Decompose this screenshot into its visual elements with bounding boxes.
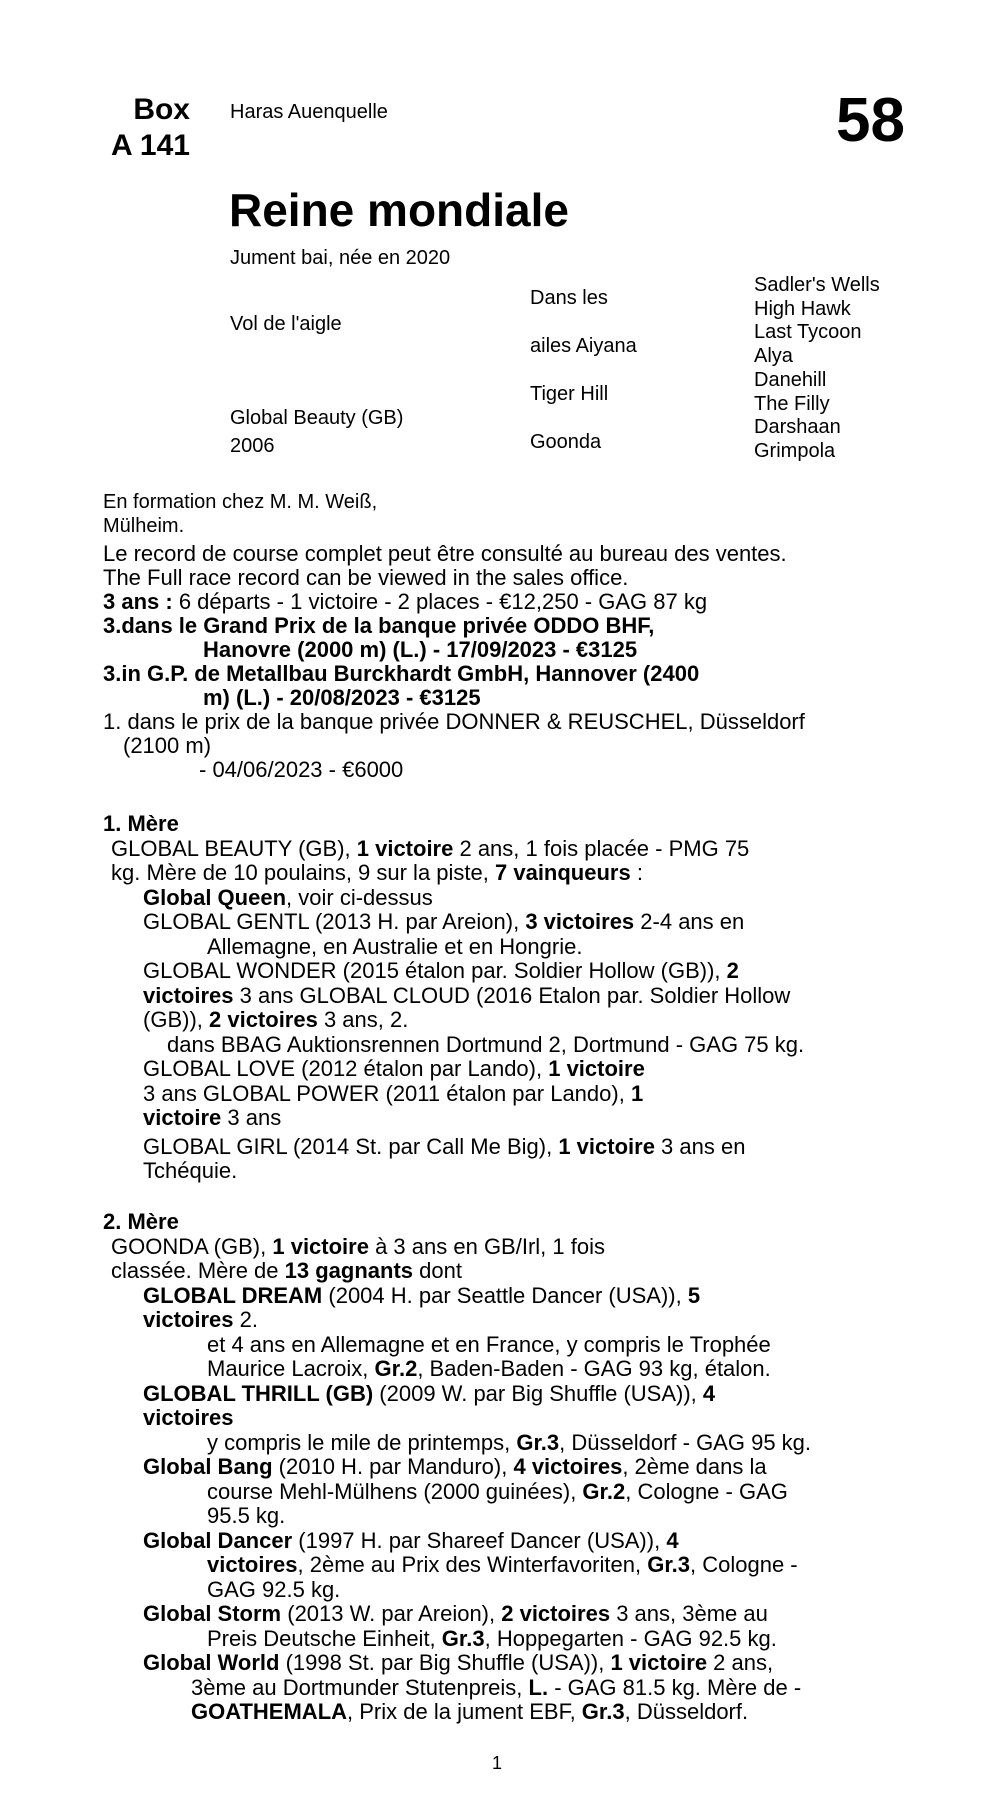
race-result-cont: Hanovre (2000 m) (L.) - 17/09/2023 - €3125 bbox=[203, 637, 638, 662]
pedigree-great-grandparent: Sadler's Wells bbox=[754, 274, 880, 296]
dam-line bbox=[103, 837, 923, 862]
produce-line bbox=[103, 1033, 923, 1058]
text: 1 victoire bbox=[610, 1650, 708, 1675]
text: 2 bbox=[726, 958, 739, 983]
text: GOATHEMALA bbox=[191, 1699, 348, 1724]
produce-line bbox=[103, 1382, 923, 1407]
training-line: En formation chez M. M. Weiß, bbox=[103, 491, 378, 513]
text: 95.5 kg. bbox=[207, 1503, 286, 1528]
text: Tchéquie. bbox=[143, 1158, 238, 1183]
text: GOONDA (GB), bbox=[111, 1233, 273, 1259]
training-line: Mülheim. bbox=[103, 515, 185, 537]
text: Global Bang bbox=[143, 1454, 273, 1479]
pedigree-dam-year: 2006 bbox=[230, 435, 275, 457]
text: GAG 92.5 kg. bbox=[207, 1576, 341, 1602]
pedigree-grandparent: Dans les bbox=[530, 287, 608, 309]
text: GLOBAL THRILL (GB) bbox=[143, 1380, 374, 1406]
produce-line bbox=[103, 1308, 923, 1333]
dam-line bbox=[103, 861, 923, 886]
lot-number: 58 bbox=[836, 86, 905, 155]
text: GLOBAL DREAM bbox=[143, 1282, 323, 1308]
text: , voir ci-dessus bbox=[286, 884, 433, 910]
record-note-fr: Le record de course complet peut être consulté au bureau des ventes. bbox=[103, 541, 787, 566]
produce-line bbox=[103, 1284, 923, 1309]
text: , Cologne - GAG bbox=[625, 1478, 788, 1504]
training-info bbox=[103, 490, 377, 538]
text: Gr.3 bbox=[516, 1429, 560, 1455]
produce-line bbox=[103, 1553, 923, 1578]
produce-line bbox=[103, 1431, 923, 1456]
box-label: Box bbox=[133, 93, 190, 126]
text: (2010 H. par Manduro), bbox=[272, 1454, 514, 1479]
text: Preis Deutsche Einheit, bbox=[207, 1625, 442, 1651]
text: victoires bbox=[143, 1307, 234, 1332]
text: 13 gagnants bbox=[284, 1258, 414, 1283]
page-number: 1 bbox=[491, 1753, 502, 1773]
record-note-en: The Full race record can be viewed in the sales office. bbox=[103, 565, 629, 590]
pedigree-great-grandparent: Grimpola bbox=[754, 440, 836, 462]
text: (1998 St. par Big Shuffle (USA)), bbox=[279, 1650, 611, 1675]
produce-line bbox=[103, 1008, 923, 1033]
text: 4 bbox=[666, 1527, 679, 1553]
produce-line bbox=[103, 1082, 923, 1107]
text: Global World bbox=[143, 1650, 280, 1675]
text: , Düsseldorf. bbox=[624, 1699, 749, 1724]
pedigree-grandparent: ailes Aiyana bbox=[530, 335, 637, 357]
produce-line bbox=[103, 1676, 923, 1701]
text: à 3 ans en GB/Irl, 1 fois bbox=[368, 1233, 605, 1259]
produce-line bbox=[103, 1651, 923, 1676]
text: course Mehl-Mülhens (2000 guinées), bbox=[207, 1478, 583, 1504]
text: 3 ans en bbox=[654, 1133, 746, 1159]
pedigree-great-grandparent: Last Tycoon bbox=[754, 321, 862, 343]
text: dont bbox=[413, 1258, 462, 1283]
text: , Hoppegarten - GAG 92.5 kg. bbox=[484, 1625, 777, 1651]
text: , Cologne - bbox=[690, 1552, 798, 1577]
race-result-cont: - 04/06/2023 - €6000 bbox=[199, 757, 404, 782]
text: Maurice Lacroix, bbox=[207, 1356, 375, 1381]
record-summary-label: 3 ans : bbox=[103, 589, 173, 614]
produce-line bbox=[103, 1106, 923, 1131]
produce-line bbox=[103, 886, 923, 911]
produce-line bbox=[103, 1602, 923, 1627]
pedigree-grandparent: Tiger Hill bbox=[530, 383, 609, 405]
text: 2 victoires bbox=[501, 1601, 611, 1626]
text: victoires bbox=[143, 1405, 234, 1430]
text: Gr.3 bbox=[441, 1625, 485, 1651]
pedigree-great-grandparent: Danehill bbox=[754, 369, 827, 391]
text: Allemagne, en Australie et en Hongrie. bbox=[207, 933, 583, 959]
section-heading: 1. Mère bbox=[103, 811, 179, 836]
text: GLOBAL WONDER (2015 étalon par. Soldier Hollow (GB)), bbox=[143, 958, 727, 983]
text: GLOBAL BEAUTY (GB), bbox=[111, 835, 357, 861]
produce-line bbox=[103, 1700, 923, 1725]
text: (GB)), bbox=[143, 1007, 209, 1032]
pedigree-great-grandparent: High Hawk bbox=[754, 298, 851, 320]
horse-description: Jument bai, née en 2020 bbox=[230, 247, 451, 269]
text: 3 ans GLOBAL POWER (2011 étalon par Lando), bbox=[143, 1080, 631, 1106]
race-result-cont: m) (L.) - 20/08/2023 - €3125 bbox=[203, 685, 481, 710]
text: Global Queen bbox=[143, 884, 287, 910]
text: (2009 W. par Big Shuffle (USA)), bbox=[373, 1380, 703, 1406]
text: Global Dancer bbox=[143, 1527, 293, 1553]
produce-line bbox=[103, 1578, 923, 1603]
produce-line bbox=[103, 1455, 923, 1480]
farm-name: Haras Auenquelle bbox=[230, 101, 388, 123]
text: victoires bbox=[207, 1552, 298, 1577]
text: GLOBAL LOVE (2012 étalon par Lando), bbox=[143, 1056, 549, 1081]
first-dam-section bbox=[103, 812, 923, 1184]
text: (2013 W. par Areion), bbox=[281, 1601, 502, 1626]
text: 1 victoire bbox=[558, 1133, 655, 1159]
text: et 4 ans en Allemagne et en France, y compris le Trophée bbox=[207, 1331, 771, 1357]
text: 3 ans, 3ème au bbox=[610, 1601, 768, 1626]
text: 3 ans bbox=[221, 1105, 282, 1130]
text: , 2ème dans la bbox=[622, 1454, 767, 1479]
box-number: A 141 bbox=[111, 129, 190, 162]
pedigree-great-grandparent: Darshaan bbox=[754, 416, 841, 438]
race-result-cont: (2100 m) bbox=[123, 733, 212, 758]
text: 2. bbox=[233, 1307, 258, 1332]
text: (2004 H. par Seattle Dancer (USA)), bbox=[322, 1282, 688, 1308]
produce-line bbox=[103, 910, 923, 935]
text: 2-4 ans en bbox=[634, 909, 745, 934]
text: Gr.2 bbox=[582, 1478, 626, 1504]
text: GLOBAL GIRL (2014 St. par Call Me Big), bbox=[143, 1133, 559, 1159]
text: , Düsseldorf - GAG 95 kg. bbox=[559, 1429, 812, 1455]
pedigree-great-grandparent: Alya bbox=[754, 345, 793, 367]
record-summary-text: 6 départs - 1 victoire - 2 places - €12,250 - GAG 87 kg bbox=[172, 589, 708, 614]
produce-line bbox=[103, 1504, 923, 1529]
produce-line bbox=[103, 984, 923, 1009]
text: dans BBAG Auktionsrennen Dortmund 2, Dortmund - GAG 75 kg. bbox=[167, 1031, 805, 1057]
text: 2 ans, 1 fois placée - PMG 75 bbox=[453, 835, 750, 861]
produce-line bbox=[103, 959, 923, 984]
text: 3ème au Dortmunder Stutenpreis, bbox=[191, 1674, 529, 1700]
produce-line bbox=[103, 1627, 923, 1652]
pedigree-great-grandparent: The Filly bbox=[754, 393, 830, 415]
text: , Baden-Baden - GAG 93 kg, étalon. bbox=[417, 1356, 771, 1381]
race-record bbox=[103, 542, 913, 782]
produce-line bbox=[103, 1135, 923, 1160]
record-summary bbox=[103, 590, 913, 614]
box-info bbox=[100, 92, 190, 164]
produce-line bbox=[103, 1057, 923, 1082]
text: victoires bbox=[143, 982, 234, 1008]
dam-line bbox=[103, 1259, 923, 1284]
horse-name: Reine mondiale bbox=[229, 184, 569, 236]
text: classée. Mère de bbox=[111, 1258, 285, 1283]
text: 4 victoires bbox=[513, 1454, 623, 1479]
section-heading: 2. Mère bbox=[103, 1209, 179, 1234]
pedigree-sire: Vol de l'aigle bbox=[230, 313, 342, 335]
text: 4 bbox=[702, 1380, 716, 1406]
pedigree-dam: Global Beauty (GB) bbox=[230, 407, 404, 429]
produce-line bbox=[103, 1529, 923, 1554]
text: 1 bbox=[630, 1080, 644, 1106]
text: , Prix de la jument EBF, bbox=[347, 1699, 582, 1724]
race-result: 1. dans le prix de la banque privée DONNER & REUSCHEL, Düsseldorf bbox=[103, 709, 805, 734]
produce-line bbox=[103, 1406, 923, 1431]
text: L. bbox=[528, 1674, 549, 1700]
text: 3 ans GLOBAL CLOUD (2016 Etalon par. Soldier Hollow bbox=[233, 982, 791, 1008]
text: 2 ans, bbox=[707, 1650, 774, 1675]
pedigree-grandparent: Goonda bbox=[530, 431, 602, 453]
text: 3 ans, 2. bbox=[317, 1007, 409, 1032]
dam-line bbox=[103, 1235, 923, 1260]
text: Gr.2 bbox=[374, 1356, 418, 1381]
text: 2 victoires bbox=[209, 1007, 318, 1032]
text: victoire bbox=[143, 1105, 222, 1130]
text: 1 victoire bbox=[356, 835, 454, 861]
produce-line bbox=[103, 1159, 923, 1184]
text: Gr.3 bbox=[647, 1552, 691, 1577]
produce-line bbox=[103, 1333, 923, 1358]
text: 5 bbox=[687, 1282, 701, 1308]
text: y compris le mile de printemps, bbox=[207, 1429, 517, 1455]
text: 1 victoire bbox=[548, 1056, 645, 1081]
text: 1 victoire bbox=[272, 1233, 369, 1259]
produce-line bbox=[103, 1480, 923, 1505]
text: kg. Mère de 10 poulains, 9 sur la piste, bbox=[111, 860, 495, 885]
text: 3 victoires bbox=[525, 909, 635, 934]
race-result: 3.dans le Grand Prix de la banque privée ODDO BHF, bbox=[103, 613, 655, 638]
produce-line bbox=[103, 935, 923, 960]
text: , 2ème au Prix des Winterfavoriten, bbox=[297, 1552, 648, 1577]
race-result: 3.in G.P. de Metallbau Burckhardt GmbH, Hannover (2400 bbox=[103, 661, 700, 686]
text: Global Storm bbox=[143, 1601, 282, 1626]
text: (1997 H. par Shareef Dancer (USA)), bbox=[292, 1527, 667, 1553]
text: : bbox=[630, 860, 643, 885]
text: 7 vainqueurs bbox=[495, 860, 631, 885]
text: - GAG 81.5 kg. Mère de - bbox=[548, 1674, 802, 1700]
text: GLOBAL GENTL (2013 H. par Areion), bbox=[143, 909, 526, 934]
produce-line bbox=[103, 1357, 923, 1382]
second-dam-section bbox=[103, 1210, 923, 1725]
text: Gr.3 bbox=[581, 1699, 625, 1724]
